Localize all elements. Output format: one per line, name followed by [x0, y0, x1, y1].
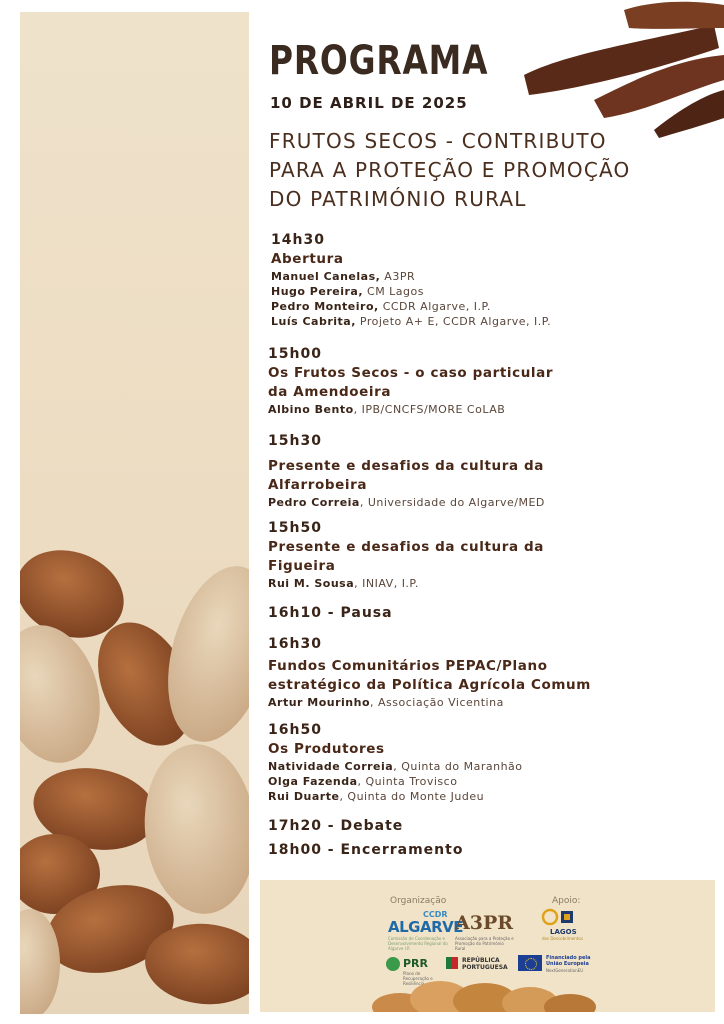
prr-emblem-icon — [386, 957, 400, 971]
debate-item: 17h20 - Debate — [268, 818, 404, 834]
session-time: 16h50 — [268, 722, 322, 738]
session-1630 — [268, 636, 708, 710]
speaker-line: Albino Bento, IPB/CNCFS/MORE CoLAB — [268, 403, 506, 416]
subtitle-line: FRUTOS SECOS - CONTRIBUTO — [269, 129, 607, 153]
almonds-photo-panel — [20, 12, 249, 1014]
lagos-emblem-icon — [541, 908, 577, 928]
closing-item: 18h00 - Encerramento — [268, 842, 464, 858]
session-title: estratégico da Política Agrícola Comum — [268, 677, 591, 693]
session-title: Os Produtores — [268, 741, 385, 757]
portugal-flag-icon — [446, 957, 458, 969]
session-1430 — [271, 232, 711, 329]
speaker-line: Rui Duarte, Quinta do Monte Judeu — [268, 790, 485, 803]
organization-label: Organização — [390, 896, 447, 906]
session-time: 15h30 — [268, 433, 322, 449]
speaker-line: Luís Cabrita, Projeto A+ E, CCDR Algarve, I.P. — [271, 315, 552, 328]
speaker-line: Olga Fazenda, Quinta Trovisco — [268, 775, 458, 788]
session-title: da Amendoeira — [268, 384, 392, 400]
speaker-line: Pedro Monteiro, CCDR Algarve, I.P. — [271, 300, 491, 313]
session-1500 — [268, 346, 708, 417]
subtitle-line: PARA A PROTEÇÃO E PROMOÇÃO — [269, 158, 631, 182]
event-subtitle — [269, 127, 709, 214]
speaker-line: Hugo Pereira, CM Lagos — [271, 285, 424, 298]
session-title: Fundos Comunitários PEPAC/Plano — [268, 658, 548, 674]
speaker-line: Artur Mourinho, Associação Vicentina — [268, 696, 504, 709]
session-time: 15h00 — [268, 346, 322, 362]
pause-item: 16h10 - Pausa — [268, 605, 393, 621]
session-1530 — [268, 433, 708, 510]
speaker-line: Rui M. Sousa, INIAV, I.P. — [268, 577, 419, 590]
carob-pods-illustration — [504, 0, 724, 140]
support-label: Apoio: — [552, 896, 581, 906]
session-1550 — [268, 520, 708, 591]
sponsors-footer: Organização Apoio: CCDR ALGARVE Comissão de Coordenação e Desenvolvimento Regional do Algarve I.P. A3PR Associação para a Proteção e Promoção do Património Rural LAGOS dos Descobrimentos PRR Plano de Recuperação e Resiliência REPÚBLICA PORTUGUESA Financiado pela União Europeia NextGenerationEU — [260, 880, 715, 1012]
almonds-illustration — [20, 544, 249, 1014]
eu-flag-icon — [518, 955, 542, 971]
session-title: Presente e desafios da cultura da — [268, 458, 544, 474]
event-date: 10 DE ABRIL DE 2025 — [270, 94, 468, 112]
session-1650 — [268, 722, 708, 804]
session-time: 14h30 — [271, 232, 325, 248]
session-time: 15h50 — [268, 520, 322, 536]
page-title: PROGRAMA — [269, 38, 489, 84]
speaker-line: Pedro Correia, Universidade do Algarve/MED — [268, 496, 545, 509]
session-title: Presente e desafios da cultura da — [268, 539, 544, 555]
session-time: 16h30 — [268, 636, 322, 652]
session-title: Alfarrobeira — [268, 477, 368, 493]
speaker-line: Manuel Canelas, A3PR — [271, 270, 416, 283]
dried-figs-illustration — [370, 975, 600, 1012]
session-title: Figueira — [268, 558, 336, 574]
subtitle-line: DO PATRIMÓNIO RURAL — [269, 187, 527, 211]
session-title: Abertura — [271, 251, 344, 267]
speaker-line: Natividade Correia, Quinta do Maranhão — [268, 760, 523, 773]
session-title: Os Frutos Secos - o caso particular — [268, 365, 554, 381]
